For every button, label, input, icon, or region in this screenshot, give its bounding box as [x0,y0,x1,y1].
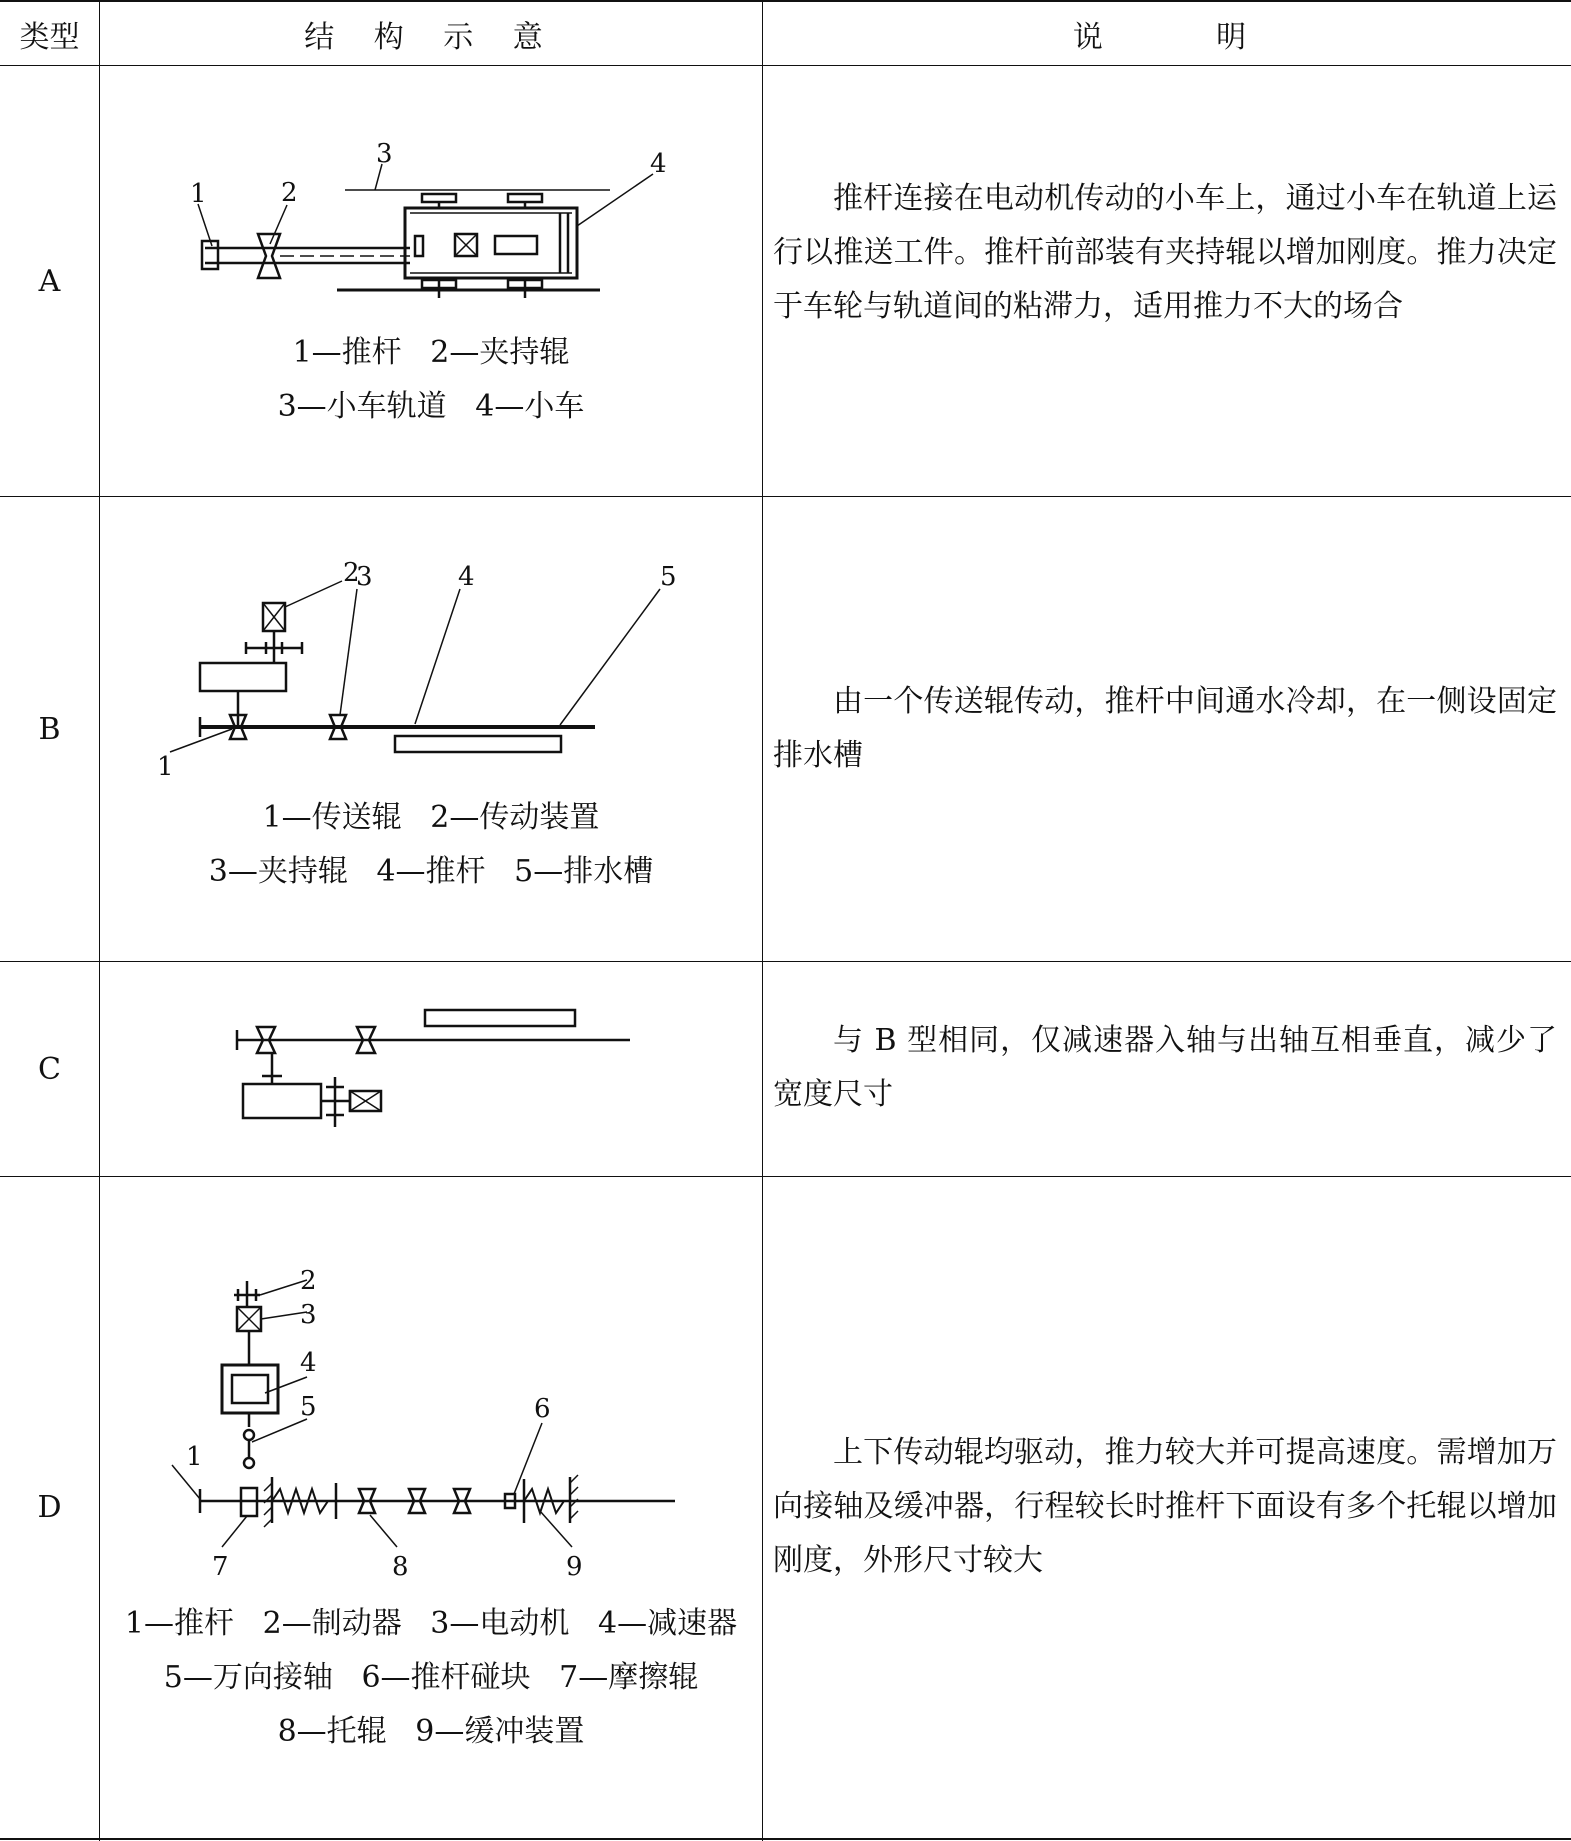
label-1: 1 [157,752,174,782]
label-3: 3 [356,562,373,592]
row-d-structure [100,1177,762,1838]
row-c-type: C [38,1051,61,1087]
label-3: 3 [376,139,393,169]
row-d-diagram [100,1177,762,1607]
label-4: 4 [300,1348,317,1378]
row-d-description: 上下传动辊均驱动，推力较大并可提高速度。需增加万向接轴及缓冲器，行程较长时推杆下面设有多个托辊以增加刚度，外形尺寸较大 [773,1435,1557,1578]
row-b-type: B [38,711,61,747]
row-b-caption-line: 1—传送辊 2—传动装置 [262,800,600,835]
header-type: 类型 [19,19,80,55]
row-c-diagram [100,962,762,1176]
row-a-structure [100,66,762,496]
label-9: 9 [566,1552,583,1582]
row-a-description: 推杆连接在电动机传动的小车上，通过小车在轨道上运行以推送工件。推杆前部装有夹持辊以增加刚度。推力决定于车轮与轨道间的粘滞力，适用推力不大的场合 [773,181,1557,324]
grid-line [0,1838,1571,1840]
row-d-type: D [37,1490,62,1525]
label-6: 6 [534,1394,551,1424]
label-1: 1 [190,179,207,209]
label-2: 2 [343,558,360,588]
row-b-diagram [100,497,762,797]
row-c-description: 与 B 型相同，仅减速器入轴与出轴互相垂直，减少了宽度尺寸 [773,1023,1557,1112]
row-d-caption-line: 1—推杆 2—制动器 3—电动机 4—减速器 [124,1606,738,1641]
row-a-caption-line: 3—小车轨道 4—小车 [277,389,585,424]
label-2: 2 [281,178,298,208]
row-c-structure [100,962,762,1176]
row-b-structure [100,497,762,961]
label-1: 1 [186,1442,203,1472]
label-2: 2 [300,1266,317,1296]
row-d-caption-line: 5—万向接轴 6—推杆碰块 7—摩擦辊 [163,1660,699,1695]
label-5: 5 [660,562,677,592]
row-a-type: A [38,263,61,299]
row-b-caption-line: 3—夹持辊 4—推杆 5—排水槽 [208,854,654,889]
label-4: 4 [650,149,667,179]
label-8: 8 [392,1552,409,1582]
label-4: 4 [458,562,475,592]
row-a-diagram [100,66,762,326]
row-a-caption-line: 1—推杆 2—夹持辊 [292,335,570,370]
header-description: 说 明 [1072,19,1262,55]
row-d-caption-line: 8—托辊 9—缓冲装置 [277,1714,585,1749]
label-7: 7 [212,1552,229,1582]
label-5: 5 [300,1392,317,1422]
header-structure: 结 构 示 意 [304,19,558,55]
label-3: 3 [300,1300,317,1330]
row-b-description: 由一个传送辊传动，推杆中间通水冷却，在一侧设固定排水槽 [773,684,1557,773]
